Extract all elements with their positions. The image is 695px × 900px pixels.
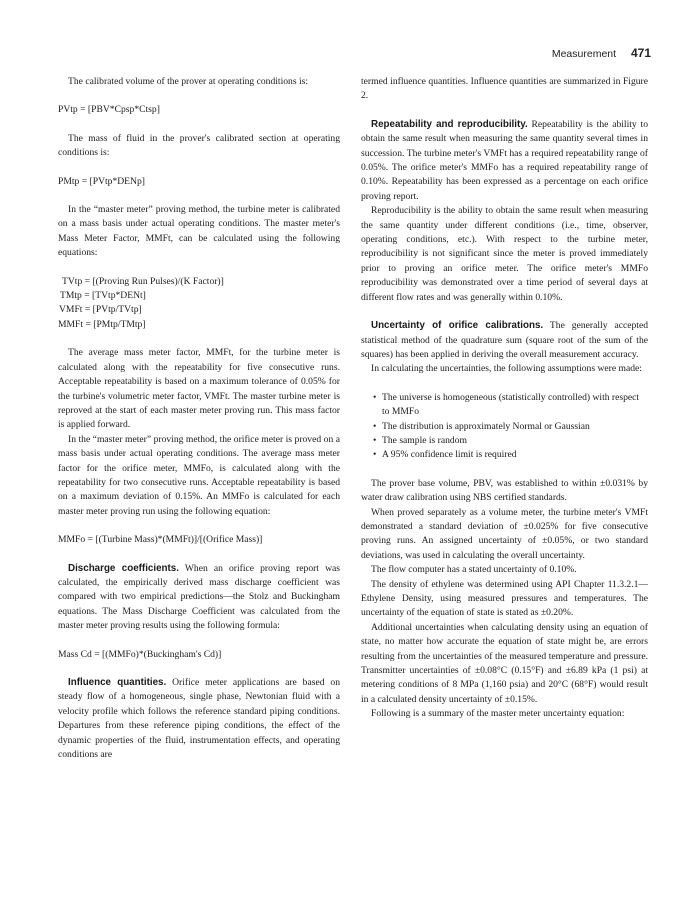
heading-uncertainty: Uncertainty of orifice calibrations.	[371, 320, 544, 332]
paragraph-text: Orifice meter applications are based on steady flow of a homogeneous, single phase, Newtonian fluid with a velocity profile which follows the reference standard piping conditions. Departures from these reference piping conditions, the effect of the dynamic properties of the fluid, instrumentation effects, and operating conditions are	[58, 677, 340, 761]
equation-pvtp: PVtp = [PBV*Cpsp*Ctsp]	[58, 104, 160, 116]
equation-pmtp: PMtp = [PVtp*DENp]	[58, 175, 145, 187]
running-head-section: Measurement	[551, 48, 617, 60]
equation-mmfo: MMFo = [(Turbine Mass)*(MMFt)]/[(Orifice Mass)]	[58, 534, 263, 546]
paragraph-discharge-coefficients	[58, 562, 340, 634]
paragraph: In the “master meter” proving method, the orifice meter is proved on a mass basis under actual operating conditions. The average mass meter factor for the orifice meter, MMFo, is calculated along with the repeatability for two consecutive runs. Acceptable repeatability is based on a maximum deviation of 0.15%. An MMFo is calculated for each master meter proving run using the following equation:	[58, 433, 340, 517]
paragraph: Additional uncertainties when calculating density using an equation of state, no matter how accurate the equation of state might be, are errors resulting from the uncertainties of the measured temperature and pressure. Transmitter uncertainties of ±0.08°C (0.15°F) and ±6.89 kPa (1 psi) at metering conditions of 8 MPa (1,160 psia) and 20°C (68°F) would result in a calculated density uncertainty of ±0.15%.	[361, 621, 648, 705]
paragraph: The calibrated volume of the prover at operating conditions is:	[68, 76, 309, 87]
heading-discharge-coefficients: Discharge coefficients.	[68, 562, 179, 574]
paragraph-text: When an orifice proving report was calculated, the empirically derived mass discharge coefficient was compared with two empirical predictions—the Stolz and Buckingham equations. The Mass Discharge Coefficient was calculated from the master meter proving results using the following formula:	[58, 562, 340, 632]
page-header	[552, 46, 651, 60]
paragraph-text: The generally accepted statistical method of the quadrature sum (square root of the sum of the squares) has been applied in deriving the overall measurement accuracy.	[361, 320, 649, 360]
right-column	[361, 75, 648, 722]
list-item: • The sample is random	[373, 434, 648, 448]
equation-mmft: MMFt = [PMtp/TMtp]	[58, 318, 146, 330]
paragraph: The prover base volume, PBV, was established to within ±0.031% by water draw calibration using NBS certified standards.	[361, 477, 648, 504]
heading-influence-quantities: Influence quantities.	[68, 677, 167, 688]
assumptions-list	[361, 391, 648, 463]
paragraph: The density of ethylene was determined using API Chapter 11.3.2.1—Ethylene Density, using measured pressures and temperatures. The uncertainty of the equation of state is stated as ±0.20%.	[361, 578, 648, 619]
paragraph: Following is a summary of the master meter uncertainty equation:	[371, 708, 625, 720]
page-number: 471	[630, 46, 651, 60]
equation-tmtp: TMtp = [TVtp*DENt]	[60, 290, 146, 302]
paragraph: When proved separately as a volume meter, the turbine meter's VMFt demonstrated a standard deviation of ±0.025% for five consecutive proving runs. An assigned uncertainty of ±0.05%, or two standard deviations, was used in calculating the overall uncertainty.	[361, 506, 648, 561]
paragraph-text: Repeatability is the ability to obtain the same result when measuring the same quantity several times in succession. The turbine meter's VMFt has a required repeatability range of 0.05%. The orifice meter's MMFo has a required repeatability range of 0.10%. Repeatability has been expressed as a percentage on each orifice proving report.	[361, 118, 648, 202]
paragraph: The flow computer has a stated uncertainty of 0.10%.	[371, 564, 577, 576]
list-item: • The universe is homogeneous (statistically controlled) with respect to MMFo	[373, 391, 648, 420]
paragraph-uncertainty	[361, 319, 648, 362]
paragraph-influence-quantities	[58, 676, 340, 762]
paragraph: In the “master meter” proving method, the turbine meter is calibrated on a mass basis under actual operating conditions. The master meter's Mass Meter Factor, MMFt, can be calculated using the following equations:	[58, 204, 340, 259]
list-item: • A 95% confidence limit is required	[373, 448, 648, 462]
paragraph: The average mass meter factor, MMFt, for the turbine meter is calculated along with the repeatability for five consecutive runs. Acceptable repeatability is based on a maximum tolerance of 0.05% for the turbine's volumetric meter factor, VMFt. The master turbine meter is reproved at the start of each master meter proving run. This mass factor is applied forward.	[58, 347, 340, 431]
equation-vmft: VMFt = [PVtp/TVtp]	[59, 304, 142, 316]
left-column	[58, 75, 340, 762]
equation-mass-cd: Mass Cd = [(MMFo)*(Buckingham's Cd)]	[58, 648, 222, 660]
equation-tvtp: TVtp = [(Proving Run Pulses)/(K Factor)]	[62, 275, 224, 287]
paragraph: The mass of fluid in the prover's calibrated section at operating conditions is:	[58, 132, 340, 159]
paragraph-repeatability	[361, 118, 648, 204]
paragraph: In calculating the uncertainties, the following assumptions were made:	[371, 363, 642, 375]
heading-repeatability: Repeatability and reproducibility.	[371, 118, 528, 130]
paragraph: termed influence quantities. Influence quantities are summarized in Figure 2.	[361, 76, 648, 102]
paragraph: Reproducibility is the ability to obtain the same result when measuring the same quantity under different conditions (i.e., time, observer, operating conditions, etc.). With respect to the turbine meter, reproducibility is not significant since the meter is proved immediately prior to proving an orifice meter. The orifice meter's MMFo reproducibility was demonstrated over a time period of several days at different flow rates and was generally within 0.10%.	[361, 205, 648, 303]
list-item: • The distribution is approximately Normal or Gaussian	[373, 420, 648, 434]
